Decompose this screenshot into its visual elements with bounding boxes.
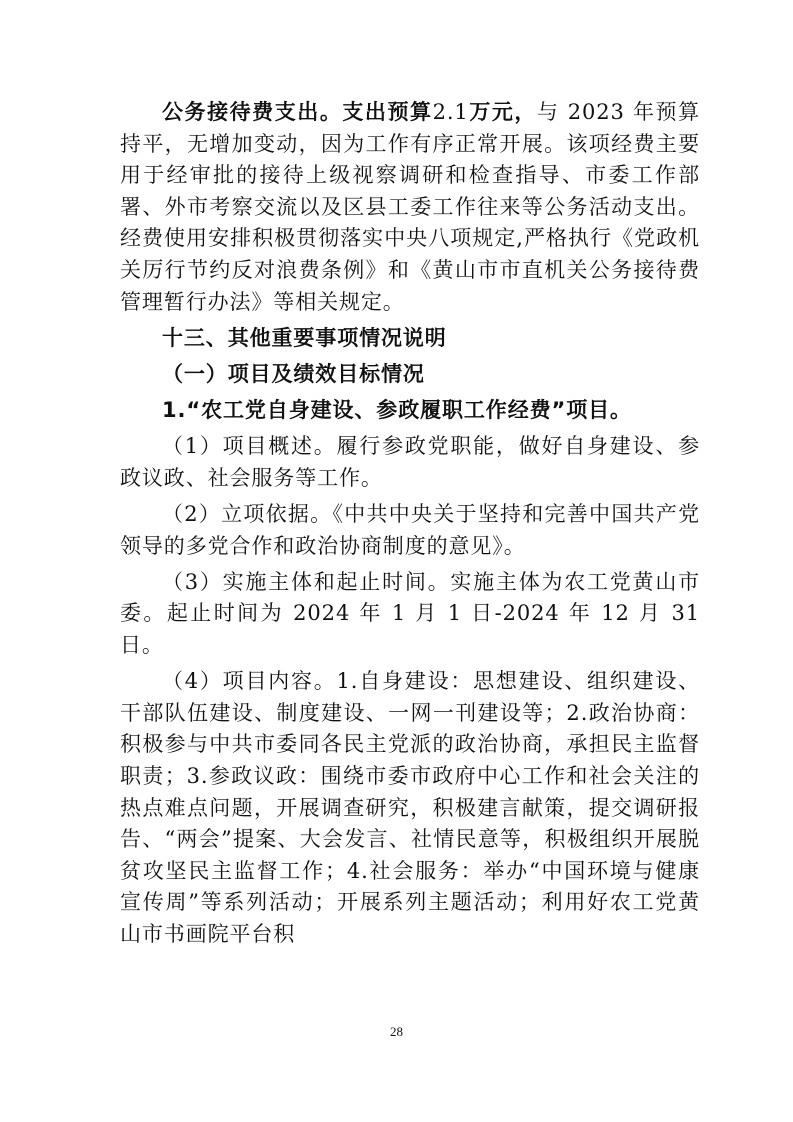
subsection-heading: （一）项目及绩效目标情况 xyxy=(162,361,425,386)
paragraph-rest: 与 2023 年预算持平，无增加变动，因为工作有序正常开展。该项经费主要用于经审批的接待上级视察调研和检查指导、市委工作部署、外市考察交流以及区县工委工作往来等公务活动支出。经费使用安排积极贯彻落实中央八项规定,严格执行《党政机关厉行节约反对浪费条例》和《黄山市市直机关公务接待费管理暂行办法》等相关规定。 xyxy=(120,100,700,314)
section-heading: 十三、其他重要事项情况说明 xyxy=(162,325,447,350)
item-subject-period: （3）实施主体和起止时间。实施主体为农工党黄山市委。起止时间为 2024 年 1 月 1 日-2024 年 12 月 31 日。 xyxy=(120,569,700,658)
item-overview: （1）项目概述。履行参政党职能，做好自身建设、参政议政、社会服务等工作。 xyxy=(120,434,700,490)
item-content: （4）项目内容。1.自身建设：思想建设、组织建设、干部队伍建设、制度建设、一网一刊建设等；2.政治协商：积极参与中共市委同各民主党派的政治协商，承担民主监督职责；3.参政议政：围绕市委市政府中心工作和社会关注的热点难点问题，开展调查研究，积极建言献策，提交调研报告、“两会”提案、大会发言、社情民意等，积极组织开展脱贫攻坚民主监督工作；4.社会服务：举办“中国环境与健康宣传周”等系列活动；开展系列主题活动；利用好农工党黄山市书画院平台积 xyxy=(120,669,700,946)
bold-lead: 公务接待费支出。支出预算 xyxy=(162,100,433,124)
page-number: 28 xyxy=(390,1024,403,1039)
paragraph-reception-expense xyxy=(120,97,700,318)
project-heading: 1.“农工党自身建设、参政履职工作经费”项目。 xyxy=(162,398,632,423)
budget-amount: 2.1 xyxy=(432,100,469,124)
bold-unit: 万元， xyxy=(468,100,537,124)
item-basis: （2）立项依据。《中共中央关于坚持和完善中国共产党领导的多党合作和政治协商制度的意见》。 xyxy=(120,502,700,558)
body-text xyxy=(120,97,700,951)
